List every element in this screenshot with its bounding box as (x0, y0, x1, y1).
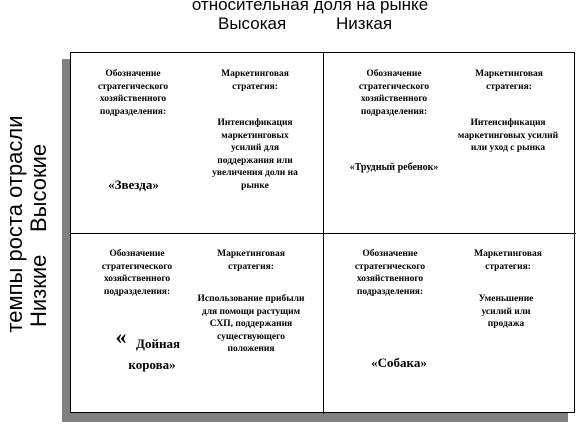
column-label-high: Высокая (218, 14, 287, 33)
star-name: «Звезда» (108, 177, 159, 192)
dog-strategy: Уменьшение усилий или продажа (478, 294, 534, 329)
question-strategy: Интенсификация маркетинговых усилий или уход с рынка (457, 118, 559, 153)
axis-title-relative-share: относительная доля на рынке (191, 0, 429, 14)
column-label-low: Низкая (336, 14, 393, 33)
question-name: «Трудный ребенок» (349, 162, 439, 173)
axis-title-growth-rate: темпы роста отрасли (2, 115, 27, 333)
dog-name: «Собака» (371, 355, 427, 370)
quadrant-cash-cow (71, 234, 324, 414)
question-designation: Обозначение стратегического хозяйственного подразделения: (358, 69, 430, 117)
quadrant-dog (324, 234, 576, 414)
question-strategy-title: Маркетинговая стратегия: (475, 69, 543, 92)
row-label-high: Высокие (26, 143, 51, 232)
star-strategy-title: Маркетинговая стратегия: (221, 69, 289, 92)
cow-name: Дойная корова» (128, 336, 180, 372)
cow-designation: Обозначение стратегического хозяйственного подразделения: (101, 249, 173, 297)
cow-name-quote: « (115, 324, 127, 349)
cow-strategy: Использование прибыли для помощи растущим СХП, поддержания существующего положения (197, 294, 305, 354)
quadrant-star (71, 53, 324, 234)
side-axis (4, 24, 52, 424)
bcg-matrix (70, 52, 575, 413)
dog-designation: Обозначение стратегического хозяйственного подразделения: (354, 249, 426, 297)
row-label-low: Низкие (26, 254, 51, 327)
star-strategy: Интенсификация маркетинговых усилий для поддержания или увеличения доли на рынке (212, 118, 298, 191)
star-designation: Обозначение стратегического хозяйственного подразделения: (97, 69, 169, 117)
quadrant-question-mark (324, 53, 576, 234)
cow-strategy-title: Маркетинговая стратегия: (217, 249, 285, 272)
dog-strategy-title: Маркетинговая стратегия: (474, 249, 542, 272)
